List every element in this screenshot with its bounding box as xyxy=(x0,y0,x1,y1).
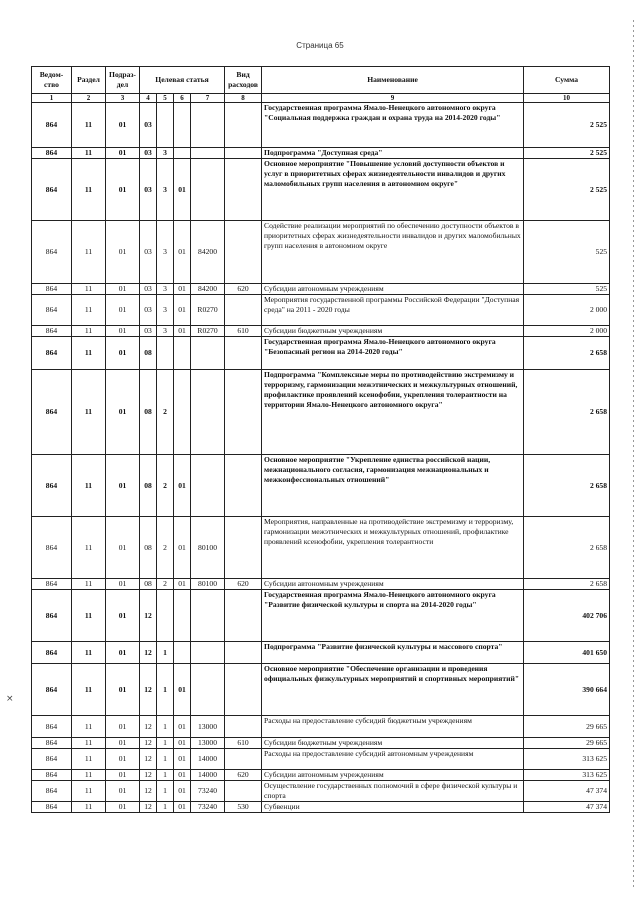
cell-direction: 80100 xyxy=(191,579,225,590)
cell-razdel: 11 xyxy=(72,326,106,337)
cell-summa: 2 658 xyxy=(524,455,610,517)
cell-podrazdel: 01 xyxy=(106,337,140,370)
cell-naimenovanie: Государственная программа Ямало-Ненецкого автономного округа "Социальная поддержка граждан и охрана труда на 2014-2020 годы" xyxy=(262,103,524,148)
cell-razdel: 11 xyxy=(72,781,106,802)
cell-vedomstvo: 864 xyxy=(32,159,72,221)
budget-table xyxy=(31,66,610,813)
cell-summa: 2 525 xyxy=(524,148,610,159)
cell-direction xyxy=(191,159,225,221)
cell-naimenovanie: Основное мероприятие "Повышение условий доступности объектов и услуг в приоритетных сферах жизнедеятельности инвалидов и других маломобильных групп населения в автономном округе" xyxy=(262,159,524,221)
cell-program: 12 xyxy=(140,749,157,770)
cell-vid-rashodov: 620 xyxy=(225,770,262,781)
cell-razdel: 11 xyxy=(72,716,106,738)
cell-naimenovanie: Подпрограмма "Комплексные меры по противодействию экстремизму и терроризму, гармонизации межэтнических и межкультурных отношений, профилактике проявлений ксенофобии, укрепления толерантности на территории Ямало-Ненецкого автономного округа" xyxy=(262,370,524,455)
cell-subprogram: 1 xyxy=(157,642,174,664)
cell-vid-rashodov xyxy=(225,517,262,579)
cell-event: 01 xyxy=(174,770,191,781)
cell-vid-rashodov xyxy=(225,159,262,221)
cell-summa: 525 xyxy=(524,284,610,295)
cell-program: 08 xyxy=(140,579,157,590)
cell-program: 12 xyxy=(140,664,157,716)
cell-naimenovanie: Государственная программа Ямало-Ненецкого автономного округа "Безопасный регион на 2014-2020 годы" xyxy=(262,337,524,370)
page-number-label: Страница 65 xyxy=(296,41,344,50)
cell-summa: 2 525 xyxy=(524,159,610,221)
cell-vid-rashodov xyxy=(225,642,262,664)
cell-event: 01 xyxy=(174,664,191,716)
table-row xyxy=(32,370,610,455)
cell-event: 01 xyxy=(174,159,191,221)
cell-subprogram: 1 xyxy=(157,749,174,770)
cell-razdel: 11 xyxy=(72,103,106,148)
cell-event: 01 xyxy=(174,781,191,802)
cell-naimenovanie: Содействие реализации мероприятий по обеспечению доступности объектов в приоритетных сферах жизнедеятельности инвалидов и других маломобильных групп населения в автономном округе xyxy=(262,221,524,284)
cell-razdel: 11 xyxy=(72,770,106,781)
table-row xyxy=(32,781,610,802)
cell-program: 12 xyxy=(140,642,157,664)
cell-podrazdel: 01 xyxy=(106,295,140,326)
cell-subprogram: 1 xyxy=(157,664,174,716)
cell-vid-rashodov: 610 xyxy=(225,326,262,337)
cell-summa: 313 625 xyxy=(524,770,610,781)
cell-direction: 73240 xyxy=(191,802,225,813)
table-row xyxy=(32,148,610,159)
cell-direction: 84200 xyxy=(191,284,225,295)
cell-naimenovanie: Основное мероприятие "Обеспечение организации и проведения официальных физкультурных мероприятий и спортивных мероприятий" xyxy=(262,664,524,716)
cell-event: 01 xyxy=(174,579,191,590)
column-number: 4 xyxy=(140,94,157,103)
cell-event: 01 xyxy=(174,802,191,813)
cell-event xyxy=(174,337,191,370)
cell-subprogram: 3 xyxy=(157,221,174,284)
cell-podrazdel: 01 xyxy=(106,221,140,284)
cell-podrazdel: 01 xyxy=(106,642,140,664)
cell-subprogram xyxy=(157,337,174,370)
cell-vid-rashodov: 530 xyxy=(225,802,262,813)
cell-podrazdel: 01 xyxy=(106,770,140,781)
cell-vedomstvo: 864 xyxy=(32,738,72,749)
header-naimenovanie: Наименование xyxy=(262,67,524,94)
cell-vedomstvo: 864 xyxy=(32,579,72,590)
table-row xyxy=(32,221,610,284)
cell-direction: 84200 xyxy=(191,221,225,284)
cell-vedomstvo: 864 xyxy=(32,455,72,517)
cell-razdel: 11 xyxy=(72,284,106,295)
cell-program: 12 xyxy=(140,781,157,802)
cell-razdel: 11 xyxy=(72,590,106,642)
cell-naimenovanie: Расходы на предоставление субсидий автономным учреждениям xyxy=(262,749,524,770)
cell-razdel: 11 xyxy=(72,579,106,590)
cell-naimenovanie: Субвенции xyxy=(262,802,524,813)
cell-event: 01 xyxy=(174,749,191,770)
cell-subprogram: 2 xyxy=(157,579,174,590)
cell-razdel: 11 xyxy=(72,455,106,517)
table-row xyxy=(32,749,610,770)
table-row xyxy=(32,284,610,295)
cell-vid-rashodov xyxy=(225,337,262,370)
cell-podrazdel: 01 xyxy=(106,590,140,642)
cell-razdel: 11 xyxy=(72,148,106,159)
cell-podrazdel: 01 xyxy=(106,326,140,337)
cell-podrazdel: 01 xyxy=(106,749,140,770)
cell-program: 08 xyxy=(140,455,157,517)
cell-summa: 2 658 xyxy=(524,579,610,590)
cell-vid-rashodov xyxy=(225,781,262,802)
cell-vedomstvo: 864 xyxy=(32,295,72,326)
cell-podrazdel: 01 xyxy=(106,103,140,148)
cell-vid-rashodov: 610 xyxy=(225,738,262,749)
cell-vedomstvo: 864 xyxy=(32,716,72,738)
cell-program: 03 xyxy=(140,159,157,221)
cell-summa: 2 658 xyxy=(524,337,610,370)
cell-vid-rashodov xyxy=(225,590,262,642)
cell-naimenovanie: Осуществление государственных полномочий в сфере физической культуры и спорта xyxy=(262,781,524,802)
table-row xyxy=(32,579,610,590)
cell-vedomstvo: 864 xyxy=(32,370,72,455)
cell-direction xyxy=(191,370,225,455)
cell-program: 12 xyxy=(140,716,157,738)
cell-vedomstvo: 864 xyxy=(32,642,72,664)
cell-podrazdel: 01 xyxy=(106,781,140,802)
cell-naimenovanie: Подпрограмма "Доступная среда" xyxy=(262,148,524,159)
cell-razdel: 11 xyxy=(72,738,106,749)
table-row xyxy=(32,455,610,517)
cell-event: 01 xyxy=(174,326,191,337)
cell-podrazdel: 01 xyxy=(106,517,140,579)
cell-summa: 390 664 xyxy=(524,664,610,716)
cell-summa: 402 706 xyxy=(524,590,610,642)
cell-direction xyxy=(191,337,225,370)
cell-vedomstvo: 864 xyxy=(32,221,72,284)
cell-podrazdel: 01 xyxy=(106,579,140,590)
cell-naimenovanie: Мероприятия государственной программы Российской Федерации "Доступная среда" на 2011 - 2020 годы xyxy=(262,295,524,326)
header-celevaya-statya: Целевая статья xyxy=(140,67,225,94)
header-vid-rashodov: Вид расходов xyxy=(225,67,262,94)
cell-vid-rashodov xyxy=(225,716,262,738)
cell-direction xyxy=(191,664,225,716)
cell-podrazdel: 01 xyxy=(106,455,140,517)
column-number: 5 xyxy=(157,94,174,103)
cell-vedomstvo: 864 xyxy=(32,326,72,337)
cell-vid-rashodov xyxy=(225,148,262,159)
cell-event: 01 xyxy=(174,716,191,738)
cell-event: 01 xyxy=(174,221,191,284)
cell-program: 12 xyxy=(140,770,157,781)
table-row xyxy=(32,326,610,337)
cell-vedomstvo: 864 xyxy=(32,103,72,148)
cell-subprogram: 1 xyxy=(157,738,174,749)
cell-vid-rashodov: 620 xyxy=(225,579,262,590)
cell-subprogram: 1 xyxy=(157,802,174,813)
cell-razdel: 11 xyxy=(72,749,106,770)
cell-summa: 2 658 xyxy=(524,517,610,579)
scan-edge-line xyxy=(633,20,634,890)
cell-razdel: 11 xyxy=(72,295,106,326)
table-row xyxy=(32,159,610,221)
cell-program: 12 xyxy=(140,802,157,813)
cell-event: 01 xyxy=(174,517,191,579)
cell-direction: 13000 xyxy=(191,738,225,749)
cell-razdel: 11 xyxy=(72,370,106,455)
cell-summa: 401 650 xyxy=(524,642,610,664)
cell-subprogram: 1 xyxy=(157,716,174,738)
column-number-row xyxy=(32,94,610,103)
cell-direction xyxy=(191,103,225,148)
cell-direction: R0270 xyxy=(191,295,225,326)
cell-razdel: 11 xyxy=(72,664,106,716)
cell-podrazdel: 01 xyxy=(106,716,140,738)
column-number: 2 xyxy=(72,94,106,103)
cell-vedomstvo: 864 xyxy=(32,781,72,802)
cell-vid-rashodov xyxy=(225,370,262,455)
cell-naimenovanie: Подпрограмма "Развитие физической культуры и массового спорта" xyxy=(262,642,524,664)
cell-naimenovanie: Мероприятия, направленные на противодействие экстремизму и терроризму, гармонизации межэтнических и межкультурных отношений, профилактике проявлений ксенофобии, укрепления толерантности xyxy=(262,517,524,579)
cell-event xyxy=(174,103,191,148)
cell-event xyxy=(174,370,191,455)
cell-vedomstvo: 864 xyxy=(32,148,72,159)
cell-direction xyxy=(191,455,225,517)
cell-program: 03 xyxy=(140,221,157,284)
cell-podrazdel: 01 xyxy=(106,664,140,716)
table-row xyxy=(32,664,610,716)
cell-program: 03 xyxy=(140,284,157,295)
cell-event: 01 xyxy=(174,738,191,749)
cell-razdel: 11 xyxy=(72,337,106,370)
header-razdel: Раздел xyxy=(72,67,106,94)
column-number: 10 xyxy=(524,94,610,103)
cell-direction: 14000 xyxy=(191,770,225,781)
cell-naimenovanie: Субсидии бюджетным учреждениям xyxy=(262,738,524,749)
cell-direction: 13000 xyxy=(191,716,225,738)
cell-podrazdel: 01 xyxy=(106,284,140,295)
cell-podrazdel: 01 xyxy=(106,738,140,749)
cell-program: 03 xyxy=(140,103,157,148)
cell-direction: 14000 xyxy=(191,749,225,770)
cell-vid-rashodov xyxy=(225,103,262,148)
cell-program: 08 xyxy=(140,337,157,370)
cell-event xyxy=(174,148,191,159)
cell-program: 03 xyxy=(140,295,157,326)
cell-subprogram: 3 xyxy=(157,148,174,159)
cell-subprogram: 3 xyxy=(157,295,174,326)
cell-vedomstvo: 864 xyxy=(32,802,72,813)
cell-program: 08 xyxy=(140,370,157,455)
cell-vid-rashodov xyxy=(225,749,262,770)
table-row xyxy=(32,337,610,370)
cell-vedomstvo: 864 xyxy=(32,517,72,579)
cell-subprogram: 1 xyxy=(157,781,174,802)
cell-vid-rashodov xyxy=(225,221,262,284)
cell-direction xyxy=(191,642,225,664)
column-number: 6 xyxy=(174,94,191,103)
cell-podrazdel: 01 xyxy=(106,802,140,813)
column-number: 7 xyxy=(191,94,225,103)
cell-vid-rashodov xyxy=(225,664,262,716)
cell-razdel: 11 xyxy=(72,159,106,221)
header-podrazdel: Подраз-дел xyxy=(106,67,140,94)
cell-program: 12 xyxy=(140,590,157,642)
cell-direction: 80100 xyxy=(191,517,225,579)
cell-vedomstvo: 864 xyxy=(32,337,72,370)
table-row xyxy=(32,738,610,749)
table-row xyxy=(32,517,610,579)
cell-vedomstvo: 864 xyxy=(32,590,72,642)
cell-naimenovanie: Субсидии автономным учреждениям xyxy=(262,579,524,590)
header-summa: Сумма xyxy=(524,67,610,94)
table-body xyxy=(32,103,610,813)
cell-subprogram: 3 xyxy=(157,284,174,295)
table-row xyxy=(32,716,610,738)
cell-subprogram xyxy=(157,590,174,642)
cell-event: 01 xyxy=(174,455,191,517)
cell-vid-rashodov: 620 xyxy=(225,284,262,295)
cell-program: 03 xyxy=(140,326,157,337)
table-row xyxy=(32,770,610,781)
cell-summa: 2 000 xyxy=(524,326,610,337)
cell-subprogram: 1 xyxy=(157,770,174,781)
cell-razdel: 11 xyxy=(72,517,106,579)
cell-direction xyxy=(191,148,225,159)
cell-vid-rashodov xyxy=(225,455,262,517)
table-row xyxy=(32,642,610,664)
cell-direction: R0270 xyxy=(191,326,225,337)
cell-subprogram: 2 xyxy=(157,517,174,579)
cell-event: 01 xyxy=(174,284,191,295)
cell-program: 08 xyxy=(140,517,157,579)
cell-subprogram: 3 xyxy=(157,326,174,337)
cell-vedomstvo: 864 xyxy=(32,664,72,716)
cell-direction xyxy=(191,590,225,642)
column-number: 1 xyxy=(32,94,72,103)
cell-razdel: 11 xyxy=(72,802,106,813)
table-row xyxy=(32,295,610,326)
cell-subprogram xyxy=(157,103,174,148)
cell-summa: 2 000 xyxy=(524,295,610,326)
cell-naimenovanie: Государственная программа Ямало-Ненецкого автономного округа "Развитие физической культуры и спорта на 2014-2020 годы" xyxy=(262,590,524,642)
cell-summa: 29 665 xyxy=(524,716,610,738)
cell-vedomstvo: 864 xyxy=(32,284,72,295)
column-number: 9 xyxy=(262,94,524,103)
cell-summa: 29 665 xyxy=(524,738,610,749)
table-row xyxy=(32,103,610,148)
cell-event: 01 xyxy=(174,295,191,326)
cell-event xyxy=(174,590,191,642)
cell-vid-rashodov xyxy=(225,295,262,326)
cell-naimenovanie: Расходы на предоставление субсидий бюджетным учреждениям xyxy=(262,716,524,738)
column-number: 3 xyxy=(106,94,140,103)
cell-summa: 2 658 xyxy=(524,370,610,455)
cell-podrazdel: 01 xyxy=(106,148,140,159)
cell-naimenovanie: Субсидии автономным учреждениям xyxy=(262,284,524,295)
cell-podrazdel: 01 xyxy=(106,159,140,221)
cell-summa: 47 374 xyxy=(524,802,610,813)
table-row xyxy=(32,590,610,642)
cell-razdel: 11 xyxy=(72,221,106,284)
cell-subprogram: 2 xyxy=(157,370,174,455)
cell-summa: 313 625 xyxy=(524,749,610,770)
cell-vedomstvo: 864 xyxy=(32,770,72,781)
cell-subprogram: 3 xyxy=(157,159,174,221)
cell-summa: 47 374 xyxy=(524,781,610,802)
cell-naimenovanie: Субсидии автономным учреждениям xyxy=(262,770,524,781)
cell-vedomstvo: 864 xyxy=(32,749,72,770)
cell-direction: 73240 xyxy=(191,781,225,802)
margin-mark: × xyxy=(6,694,14,704)
column-number: 8 xyxy=(225,94,262,103)
cell-event xyxy=(174,642,191,664)
cell-program: 12 xyxy=(140,738,157,749)
cell-podrazdel: 01 xyxy=(106,370,140,455)
table-row xyxy=(32,802,610,813)
table-header-row xyxy=(32,67,610,94)
cell-razdel: 11 xyxy=(72,642,106,664)
cell-summa: 525 xyxy=(524,221,610,284)
cell-program: 03 xyxy=(140,148,157,159)
cell-naimenovanie: Основное мероприятие "Укрепление единства российской нации, межнационального согласия, гармонизация межнациональных и межконфессиональных отношений" xyxy=(262,455,524,517)
cell-subprogram: 2 xyxy=(157,455,174,517)
cell-summa: 2 525 xyxy=(524,103,610,148)
header-vedomstvo: Ведом-ство xyxy=(32,67,72,94)
cell-naimenovanie: Субсидии бюджетным учреждениям xyxy=(262,326,524,337)
